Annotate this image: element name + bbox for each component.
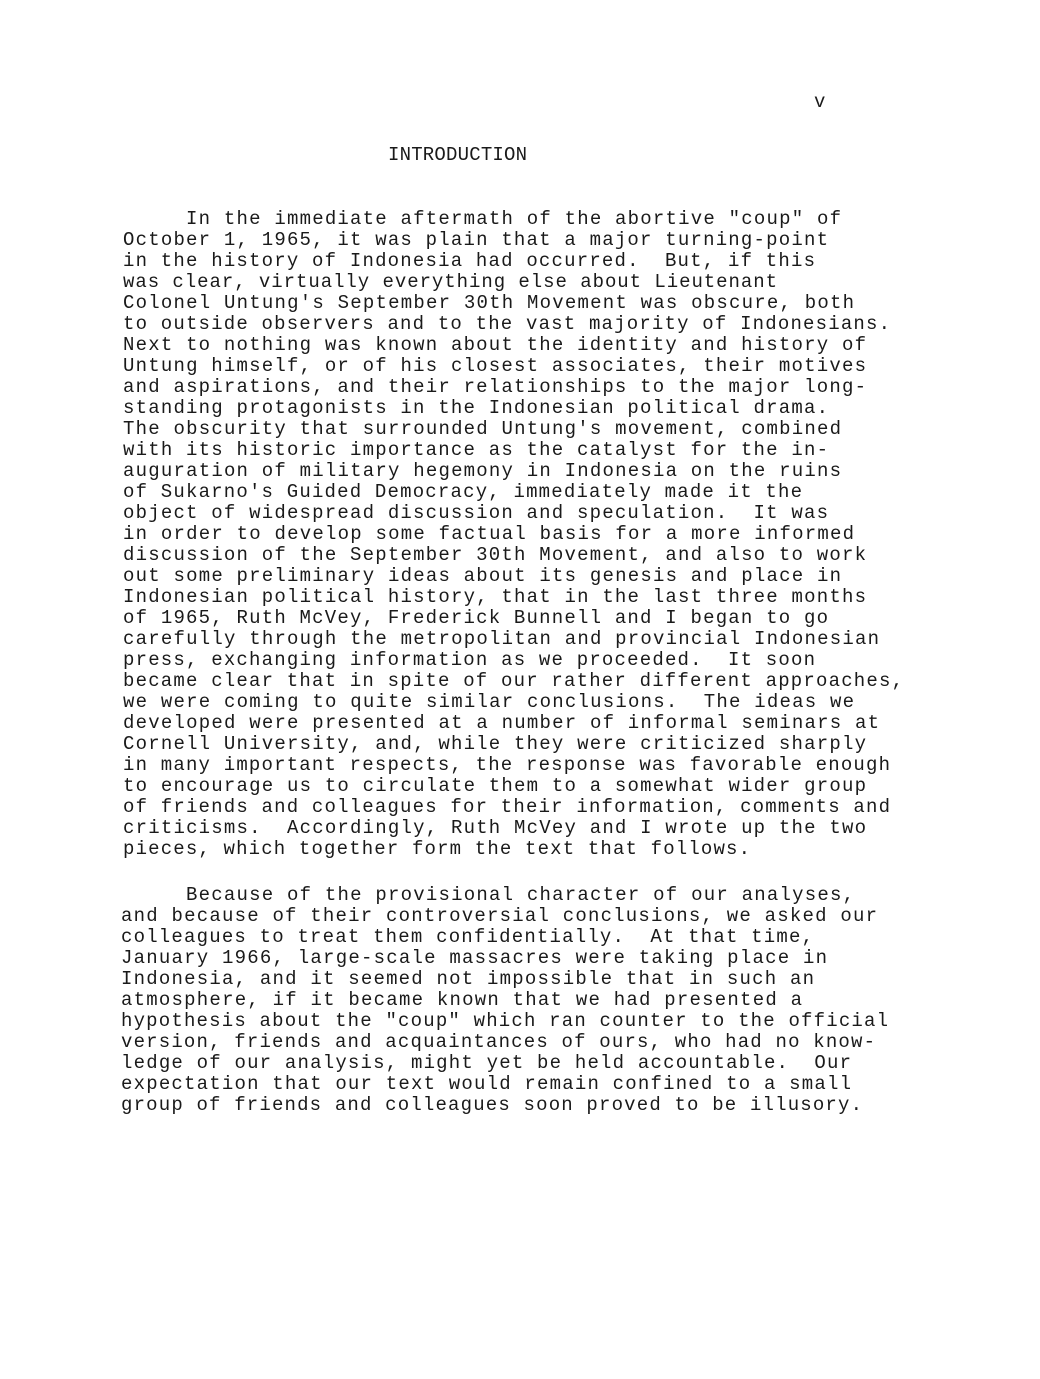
text-line: October 1, 1965, it was plain that a major turning-point <box>123 229 830 251</box>
text-line: with its historic importance as the catalyst for the in- <box>123 439 830 461</box>
text-line: and because of their controversial conclusions, we asked our <box>121 905 879 927</box>
text-line: to encourage us to circulate them to a somewhat wider group <box>123 775 868 797</box>
text-line: Indonesia, and it seemed not impossible that in such an <box>121 968 816 990</box>
text-line: ledge of our analysis, might yet be held accountable. Our <box>121 1052 853 1074</box>
text-line: of friends and colleagues for their information, comments and <box>123 796 892 818</box>
text-line: Cornell University, and, while they were criticized sharply <box>123 733 868 755</box>
text-line: Indonesian political history, that in the last three months <box>123 586 868 608</box>
text-line: became clear that in spite of our rather different approaches, <box>123 670 905 692</box>
text-line: carefully through the metropolitan and provincial Indonesian <box>123 628 881 650</box>
text-line: standing protagonists in the Indonesian political drama. <box>123 397 830 419</box>
text-line: Because of the provisional character of our analyses, <box>186 884 856 906</box>
text-line: in order to develop some factual basis for a more informed <box>123 523 856 545</box>
text-line: expectation that our text would remain confined to a small <box>121 1073 853 1095</box>
text-line: out some preliminary ideas about its genesis and place in <box>123 565 843 587</box>
page-title: INTRODUCTION <box>388 144 528 166</box>
text-line: pieces, which together form the text that follows. <box>123 838 752 860</box>
text-line: press, exchanging information as we proceeded. It soon <box>123 649 817 671</box>
text-line: to outside observers and to the vast majority of Indonesians. <box>123 313 892 335</box>
text-line: in many important respects, the response was favorable enough <box>123 754 892 776</box>
text-line: January 1966, large-scale massacres were taking place in <box>121 947 829 969</box>
text-line: Next to nothing was known about the identity and history of <box>123 334 868 356</box>
text-line: Colonel Untung's September 30th Movement was obscure, both <box>123 292 856 314</box>
text-line: The obscurity that surrounded Untung's movement, combined <box>123 418 843 440</box>
text-line: of Sukarno's Guided Democracy, immediately made it the <box>123 481 804 503</box>
text-line: Untung himself, or of his closest associates, their motives <box>123 355 868 377</box>
text-line: atmosphere, if it became known that we had presented a <box>121 989 804 1011</box>
text-line: colleagues to treat them confidentially. At that time, <box>121 926 815 948</box>
text-line: discussion of the September 30th Movement, and also to work <box>123 544 868 566</box>
text-line: was clear, virtually everything else about Lieutenant <box>123 271 778 293</box>
text-line: object of widespread discussion and speculation. It was <box>123 502 830 524</box>
page-number: v <box>814 91 826 113</box>
text-line: of 1965, Ruth McVey, Frederick Bunnell and I began to go <box>123 607 830 629</box>
text-line: and aspirations, and their relationships to the major long- <box>123 376 868 398</box>
text-line: In the immediate aftermath of the abortive "coup" of <box>186 208 843 230</box>
text-line: criticisms. Accordingly, Ruth McVey and I wrote up the two <box>123 817 868 839</box>
text-line: developed were presented at a number of informal seminars at <box>123 712 881 734</box>
text-line: hypothesis about the "coup" which ran counter to the official <box>121 1010 890 1032</box>
text-line: auguration of military hegemony in Indonesia on the ruins <box>123 460 843 482</box>
text-line: in the history of Indonesia had occurred. But, if this <box>123 250 817 272</box>
text-line: we were coming to quite similar conclusions. The ideas we <box>123 691 856 713</box>
text-line: version, friends and acquaintances of ours, who had no know- <box>121 1031 877 1053</box>
text-line: group of friends and colleagues soon proved to be illusory. <box>121 1094 864 1116</box>
